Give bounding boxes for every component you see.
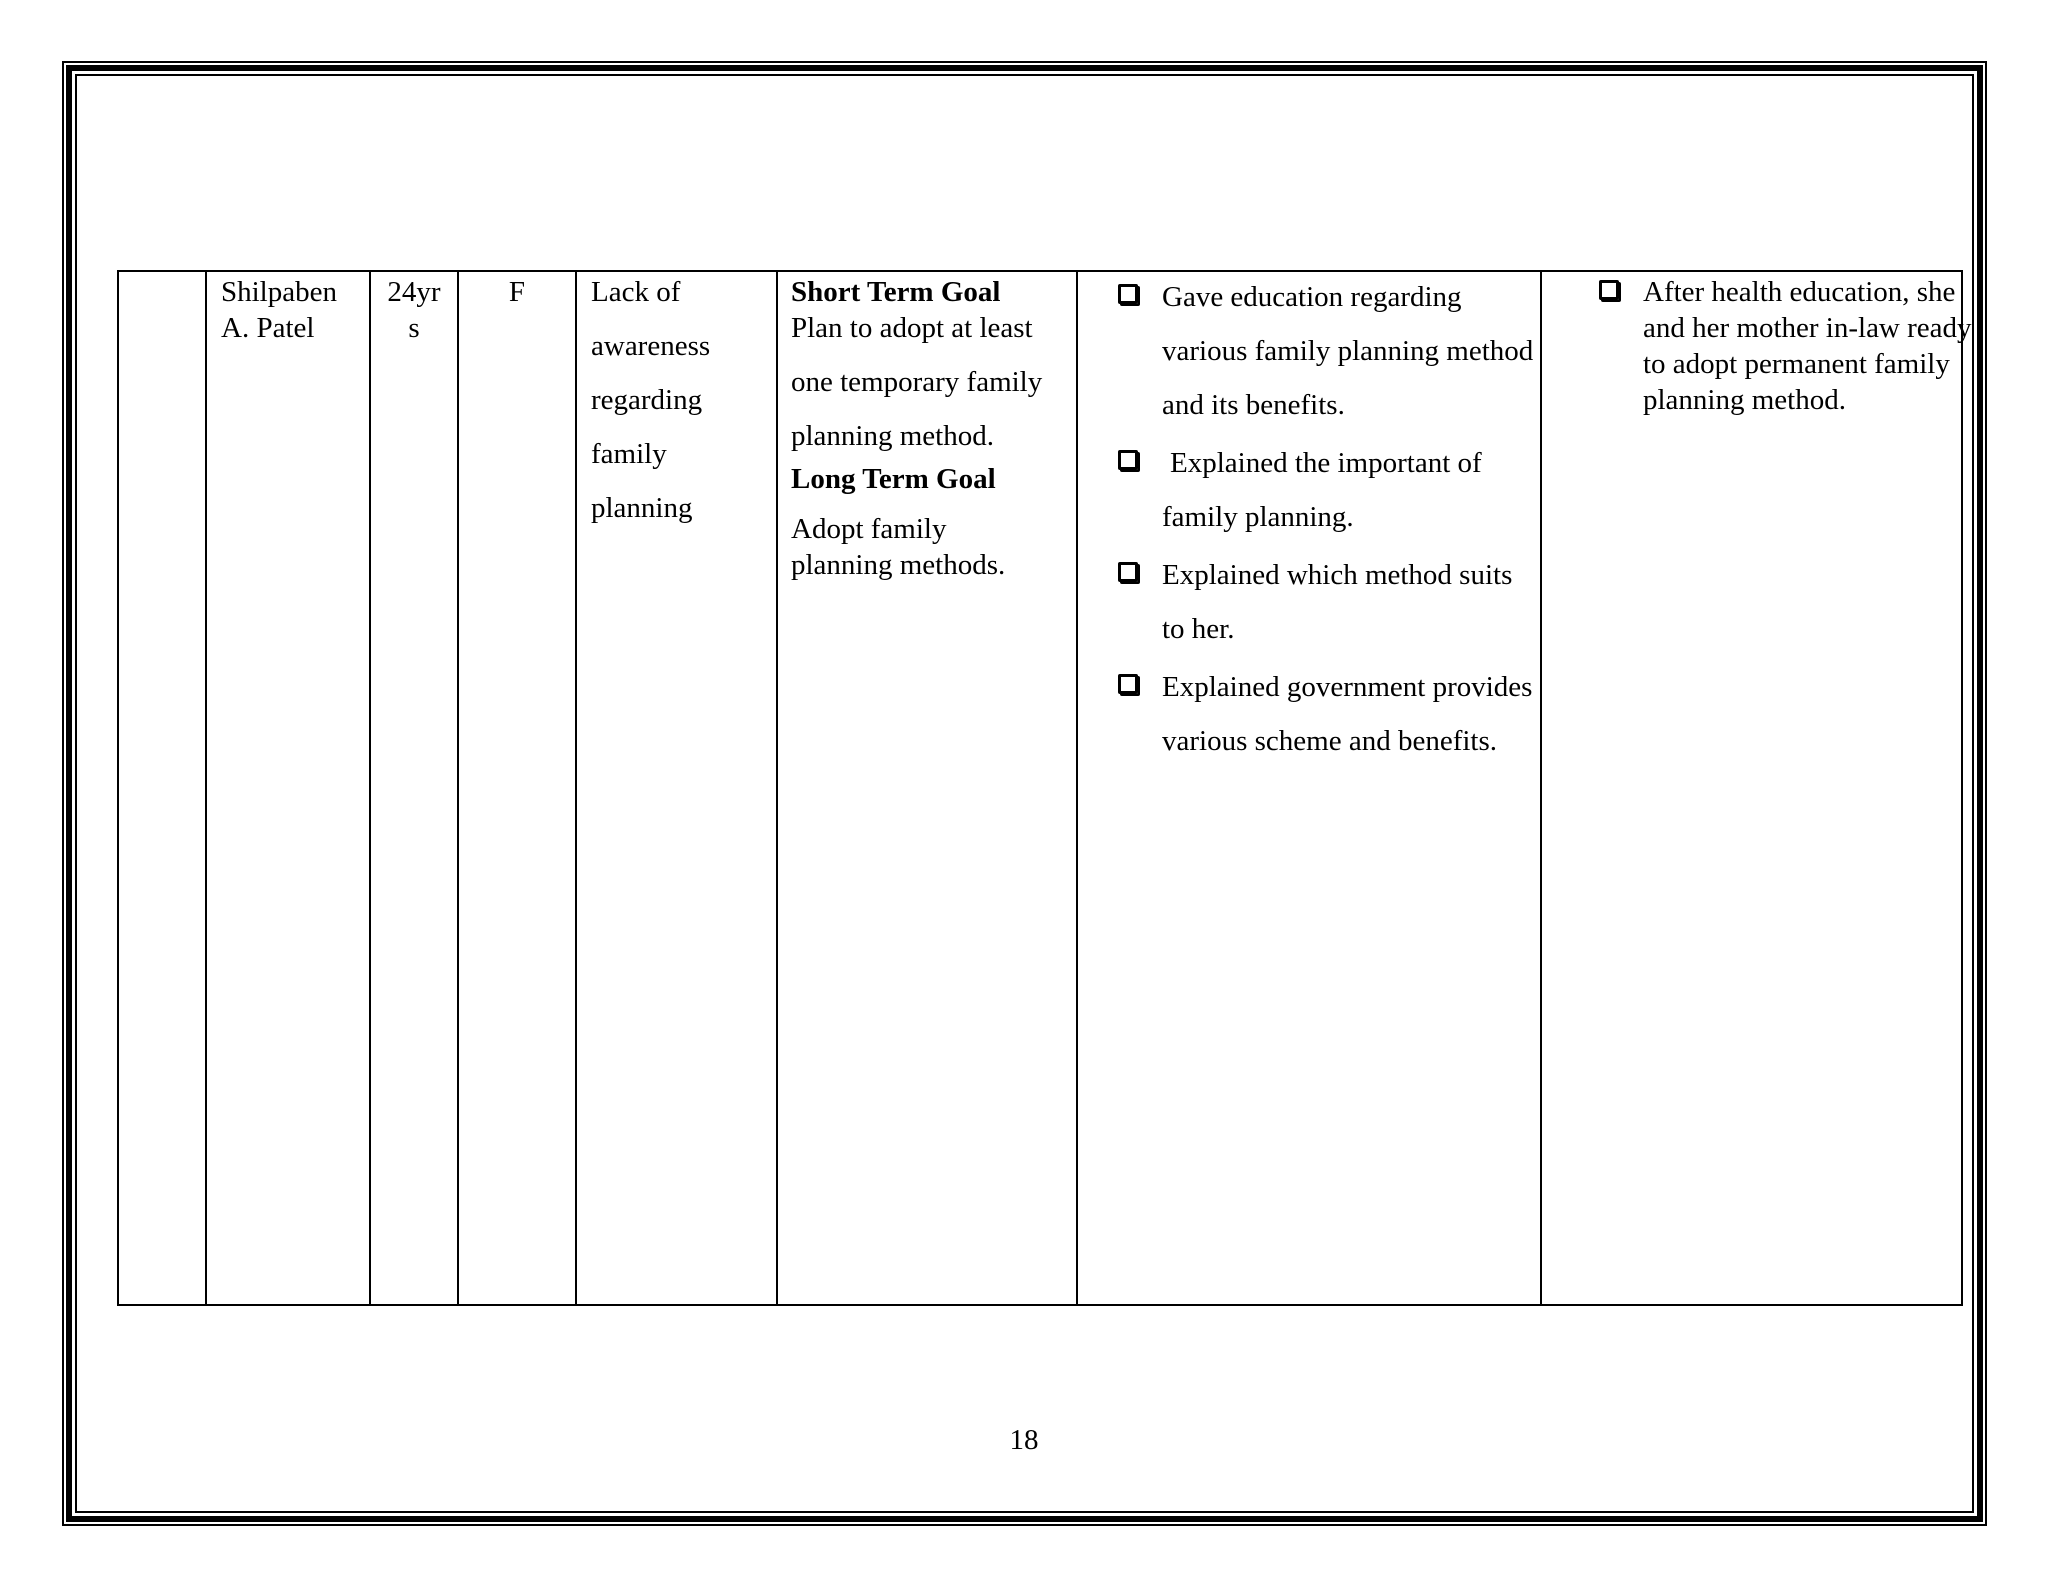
checkbox-bullet-icon bbox=[1118, 562, 1138, 582]
patient-sex: F bbox=[508, 276, 526, 308]
patient-age: 24yrs bbox=[387, 276, 441, 344]
intervention-item bbox=[1118, 436, 1540, 544]
age-cell bbox=[370, 271, 458, 1305]
short-term-goal-label: Short Term Goal bbox=[791, 276, 1001, 308]
intervention-item bbox=[1118, 660, 1540, 768]
evaluation-item bbox=[1599, 274, 1973, 418]
nursing-care-plan-table bbox=[117, 270, 1972, 1306]
intervention-item bbox=[1118, 270, 1540, 432]
intervention-item bbox=[1118, 548, 1540, 656]
sex-cell bbox=[458, 271, 576, 1305]
intervention-text: Explained government provides various scheme and benefits. bbox=[1162, 671, 1533, 757]
intervention-text: Explained which method suits to her. bbox=[1162, 559, 1513, 645]
page-number: 18 bbox=[1009, 1424, 1039, 1456]
evaluation-text: After health education, she and her mother in-law ready to adopt permanent family planning method. bbox=[1643, 276, 1972, 416]
long-term-goal-text: Adopt family planning methods. bbox=[791, 513, 1006, 581]
goals-cell bbox=[777, 271, 1077, 1305]
table-row bbox=[118, 271, 1962, 1305]
evaluation-cell bbox=[1541, 271, 1972, 1305]
short-term-goal-text: Plan to adopt at least one temporary family planning method. bbox=[791, 312, 1043, 452]
patient-name: Shilpaben A. Patel bbox=[221, 276, 337, 344]
checkbox-bullet-icon bbox=[1599, 280, 1619, 300]
checkbox-bullet-icon bbox=[1118, 450, 1138, 470]
intervention-text: Explained the important of family planning. bbox=[1162, 447, 1482, 533]
serial-cell bbox=[118, 271, 206, 1305]
problem-text: Lack of awareness regarding family planning bbox=[591, 276, 711, 524]
interventions-cell bbox=[1077, 271, 1541, 1305]
checkbox-bullet-icon bbox=[1118, 284, 1138, 304]
problem-cell bbox=[576, 271, 777, 1305]
name-cell bbox=[206, 271, 370, 1305]
intervention-text: Gave education regarding various family planning method and its benefits. bbox=[1162, 281, 1534, 421]
checkbox-bullet-icon bbox=[1118, 674, 1138, 694]
long-term-goal-label: Long Term Goal bbox=[791, 463, 996, 495]
